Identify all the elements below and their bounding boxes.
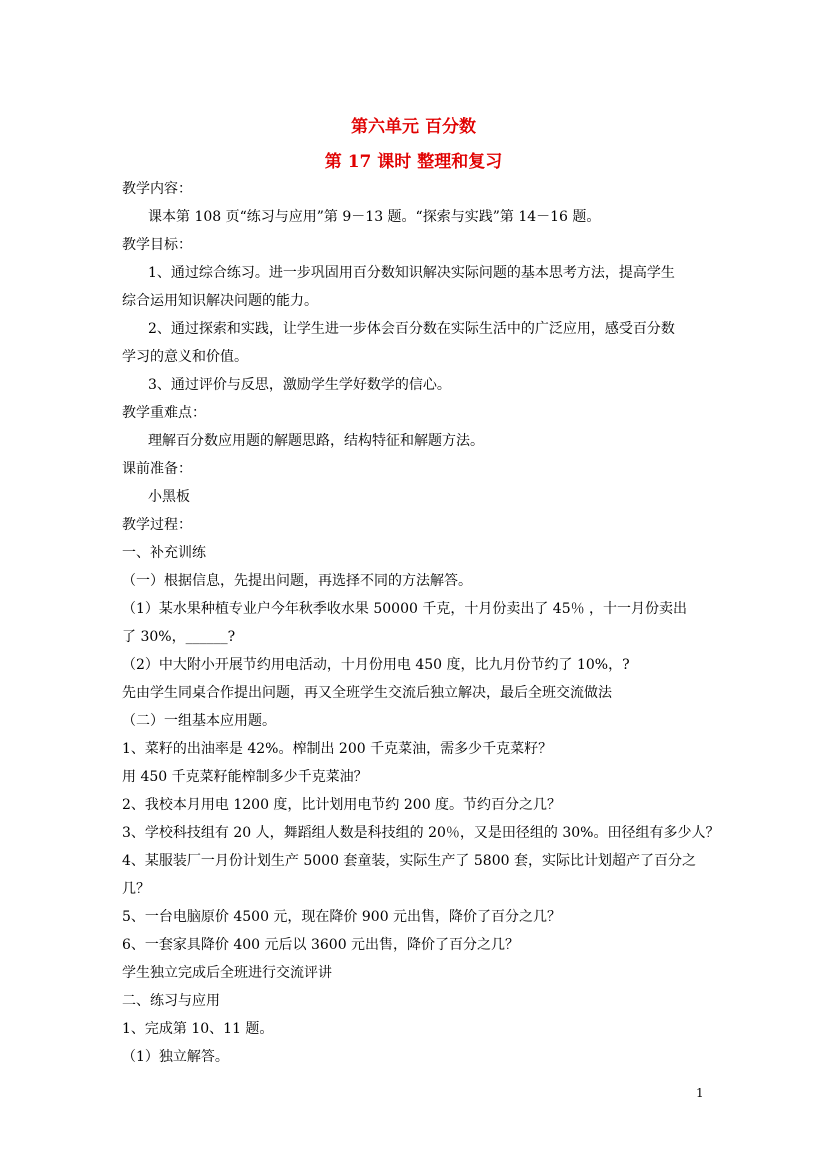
paragraph-line: （1）独立解答。 bbox=[122, 1049, 229, 1065]
paragraph-line: （一）根据信息，先提出问题，再选择不同的方法解答。 bbox=[122, 573, 472, 589]
page-number: 1 bbox=[696, 1086, 704, 1100]
unit-title: 第六单元 百分数 bbox=[351, 117, 476, 137]
paragraph-line: 先由学生同桌合作提出问题，再又全班学生交流后独立解决，最后全班交流做法 bbox=[122, 685, 612, 701]
paragraph-line: 理解百分数应用题的解题思路，结构特征和解题方法。 bbox=[148, 433, 484, 449]
paragraph-line: 学生独立完成后全班进行交流评讲 bbox=[122, 965, 332, 981]
paragraph-line: 几？ bbox=[122, 881, 150, 897]
paragraph-line: 2、通过探索和实践，让学生进一步体会百分数在实际生活中的广泛应用，感受百分数 bbox=[148, 321, 675, 337]
paragraph-line: 综合运用知识解决问题的能力。 bbox=[122, 293, 318, 309]
paragraph-line: 小黑板 bbox=[148, 489, 190, 505]
paragraph-line: 1、通过综合练习。进一步巩固用百分数知识解决实际问题的基本思考方法，提高学生 bbox=[148, 265, 675, 281]
section-heading: 一、补充训练 bbox=[122, 545, 206, 561]
paragraph-line: 学习的意义和价值。 bbox=[122, 349, 248, 365]
paragraph-line: 2、我校本月用电 1200 度，比计划用电节约 200 度。节约百分之几？ bbox=[122, 797, 562, 813]
paragraph-line: 课本第 108 页“练习与应用”第 9－13 题。“探索与实践”第 14－16 题。 bbox=[148, 209, 601, 225]
lesson-title: 第 17 课时 整理和复习 bbox=[324, 152, 503, 172]
section-heading: 二、练习与应用 bbox=[122, 993, 220, 1009]
paragraph-line: （2）中大附小开展节约用电活动，十月份用电 450 度，比九月份节约了 10%，? bbox=[122, 657, 630, 673]
section-heading: 教学重难点： bbox=[122, 405, 206, 421]
paragraph-line: （二）一组基本应用题。 bbox=[122, 713, 276, 729]
paragraph-line: 3、学校科技组有 20 人，舞蹈组人数是科技组的 20％，又是田径组的 30%。田径组有多少人？ bbox=[122, 825, 720, 841]
paragraph-line: 3、通过评价与反思，激励学生学好数学的信心。 bbox=[148, 377, 451, 393]
section-heading: 课前准备： bbox=[122, 461, 192, 477]
paragraph-line: 1、完成第 10、11 题。 bbox=[122, 1021, 274, 1037]
section-heading: 教学内容： bbox=[122, 181, 192, 197]
paragraph-line: 6、一套家具降价 400 元后以 3600 元出售，降价了百分之几？ bbox=[122, 937, 520, 953]
paragraph-line: 1、菜籽的出油率是 42%。榨制出 200 千克菜油，需多少千克菜籽？ bbox=[122, 741, 553, 757]
paragraph-line: 了 30%，______? bbox=[122, 629, 236, 645]
section-heading: 教学过程： bbox=[122, 517, 192, 533]
paragraph-line: 5、一台电脑原价 4500 元，现在降价 900 元出售，降价了百分之几？ bbox=[122, 909, 562, 925]
paragraph-line: （1）某水果种植专业户今年秋季收水果 50000 千克，十月份卖出了 45％ ，十一月份卖出 bbox=[122, 601, 688, 617]
section-heading: 教学目标： bbox=[122, 237, 192, 253]
paragraph-line: 4、某服装厂一月份计划生产 5000 套童装，实际生产了 5800 套，实际比计划超产了百分之 bbox=[122, 853, 696, 869]
paragraph-line: 用 450 千克菜籽能榨制多少千克菜油？ bbox=[122, 769, 368, 785]
